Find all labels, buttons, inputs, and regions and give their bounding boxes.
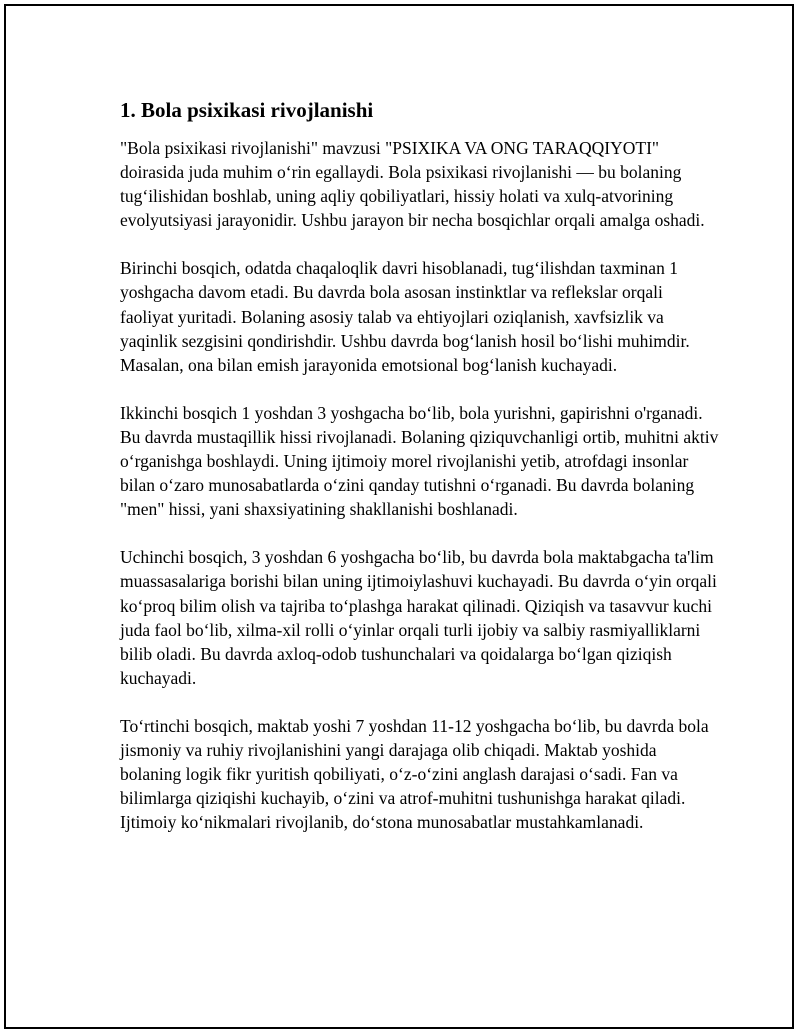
document-content bbox=[120, 96, 720, 858]
paragraph-stage-3: Uchinchi bosqich, 3 yoshdan 6 yoshgacha bo‘lib, bu davrda bola maktabgacha ta'lim muassasalariga borishi bilan uning ijtimoiylashuvi kuchayadi. Bu davrda o‘yin orqali ko‘proq bilim olish va tajriba to‘plashga harakat qilinadi. Qiziqish va tasavvur kuchi juda faol bo‘lib, xilma-xil rolli o‘yinlar orqali turli ijobiy va salbiy rasmiyalliklarni bilib oladi. Bu davrda axloq-odob tushunchalari va qoidalarga bo‘lgan qiziqish kuchayadi. bbox=[120, 547, 717, 688]
paragraph-intro: "Bola psixikasi rivojlanishi" mavzusi "PSIXIKA VA ONG TARAQQIYOTI" doirasida juda muhim o‘rin egallaydi. Bola psixikasi rivojlanishi — bu bolaning tug‘ilishidan boshlab, uning aqliy qobiliyatlari, hissiy holati va xulq-atvorining evolyutsiyasi jarayonidir. Ushbu jarayon bir necha bosqichlar orqali amalga oshadi. bbox=[120, 138, 705, 231]
section-heading: 1. Bola psixikasi rivojlanishi bbox=[120, 98, 374, 122]
document-page bbox=[4, 4, 794, 1029]
paragraph-stage-4: To‘rtinchi bosqich, maktab yoshi 7 yoshdan 11-12 yoshgacha bo‘lib, bu davrda bola jismoniy va ruhiy rivojlanishini yangi darajaga olib chiqadi. Maktab yoshida bolaning logik fikr yuritish qobiliyati, o‘z-o‘zini anglash darajasi o‘sadi. Fan va bilimlarga qiziqishi kuchayib, o‘zini va atrof-muhitni tushunishga harakat qiladi. Ijtimoiy ko‘nikmalari rivojlanib, do‘stona munosabatlar mustahkamlanadi. bbox=[120, 715, 709, 833]
paragraph-stage-1: Birinchi bosqich, odatda chaqaloqlik davri hisoblanadi, tug‘ilishdan taxminan 1 yoshgacha davom etadi. Bu davrda bola asosan instinktlar va reflekslar orqali faoliyat yuritadi. Bolaning asosiy talab va ehtiyojlari oziqlanish, xavfsizlik va yaqinlik sezgisini qondirishdir. Ushbu davrda bog‘lanish hosil bo‘lishi muhimdir. Masalan, ona bilan emish jarayonida emotsional bog‘lanish kuchayadi. bbox=[120, 258, 690, 375]
paragraph-stage-2: Ikkinchi bosqich 1 yoshdan 3 yoshgacha bo‘lib, bola yurishni, gapirishni o'rganadi. Bu davrda mustaqillik hissi rivojlanadi. Bolaning qiziquvchanligi ortib, muhitni aktiv o‘rganishga boshlaydi. Uning ijtimoiy morel rivojlanishi yetib, atrofdagi insonlar bilan o‘zaro munosabatlarda o‘zini qanday tutishni o‘rganadi. Bu davrda bolaning "men" hissi, yani shaxsiyatining shakllanishi boshlanadi. bbox=[120, 402, 719, 520]
